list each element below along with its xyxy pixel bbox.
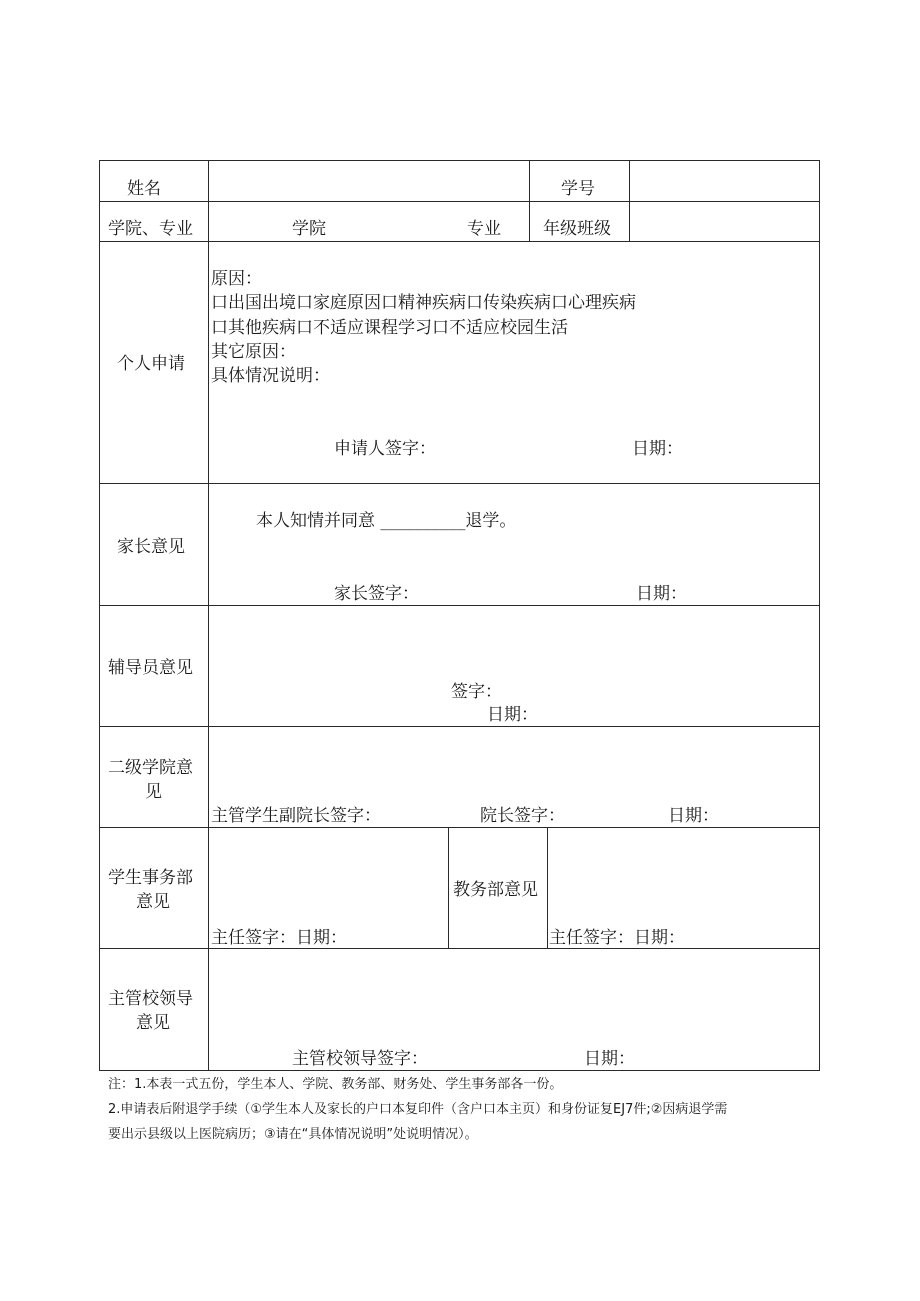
- applicant-date-label: 日期：: [632, 439, 683, 459]
- details-field[interactable]: [211, 390, 817, 430]
- college-date-label: 日期：: [668, 806, 719, 826]
- reason-checkboxes-line2[interactable]: 口其他疾病口不适应课程学习口不适应校园生活: [211, 318, 568, 338]
- personal-application-label: 个人申请: [117, 354, 185, 374]
- college-opinion-label-line2: 见: [145, 782, 162, 802]
- grade-class-label: 年级班级: [543, 219, 611, 239]
- student-id-label: 学号: [561, 179, 595, 199]
- parent-opinion-label: 家长意见: [117, 537, 185, 557]
- college-suffix: 学院: [292, 219, 326, 239]
- counselor-signature-label: 签字：: [451, 682, 502, 702]
- major-suffix: 专业: [467, 219, 501, 239]
- academic-affairs-sign-date: 主任签字：日期：: [549, 928, 685, 948]
- name-field[interactable]: [210, 162, 528, 200]
- note-line2: 2.申请表后附退学手续（①学生本人及家长的户口本复印件（含户口本主页）和身份证复EJ7件;②因病退学需: [108, 1102, 728, 1117]
- details-label: 具体情况说明：: [211, 366, 330, 386]
- college-field[interactable]: [210, 203, 290, 240]
- leader-date-label: 日期：: [584, 1049, 635, 1069]
- counselor-date-label: 日期：: [487, 705, 538, 725]
- note-line1: 注：1.本表一式五份，学生本人、学院、教务部、财务处、学生事务部各一份。: [108, 1077, 563, 1092]
- parent-date-label: 日期：: [636, 584, 687, 604]
- vice-dean-signature-label: 主管学生副院长签字：: [211, 806, 381, 826]
- student-affairs-label-line2: 意见: [136, 892, 170, 912]
- name-label: 姓名: [127, 179, 161, 199]
- parent-statement-suffix: 退学。: [465, 511, 517, 531]
- leader-signature-label: 主管校领导签字：: [292, 1049, 428, 1069]
- reason-checkboxes-line1[interactable]: 口出国出境口家庭原因口精神疾病口传染疾病口心理疾病: [211, 293, 636, 313]
- parent-signature-label: 家长签字：: [334, 584, 419, 604]
- reason-title: 原因：: [211, 269, 262, 289]
- college-opinion-label-line1: 二级学院意: [108, 758, 193, 778]
- parent-statement-prefix: 本人知情并同意: [256, 511, 375, 531]
- college-major-label: 学院、专业: [108, 219, 193, 239]
- withdrawal-blank[interactable]: __________: [380, 511, 466, 531]
- grade-class-field[interactable]: [631, 203, 818, 240]
- other-reason-label: 其它原因：: [211, 342, 296, 362]
- student-id-field[interactable]: [631, 162, 818, 200]
- major-field[interactable]: [335, 203, 465, 240]
- note-line3: 要出示县级以上医院病历；③请在“具体情况说明”处说明情况）。: [108, 1127, 478, 1142]
- academic-affairs-label: 教务部意见: [453, 880, 538, 900]
- leader-opinion-label-line2: 意见: [136, 1013, 170, 1033]
- student-affairs-label-line1: 学生事务部: [108, 868, 193, 888]
- parent-statement: [256, 511, 516, 531]
- leader-opinion-label-line1: 主管校领导: [108, 989, 193, 1009]
- applicant-signature-label: 申请人签字：: [334, 439, 436, 459]
- dean-signature-label: 院长签字：: [480, 806, 565, 826]
- counselor-opinion-label: 辅导员意见: [108, 658, 193, 678]
- student-affairs-sign-date: 主任签字：日期：: [211, 928, 347, 948]
